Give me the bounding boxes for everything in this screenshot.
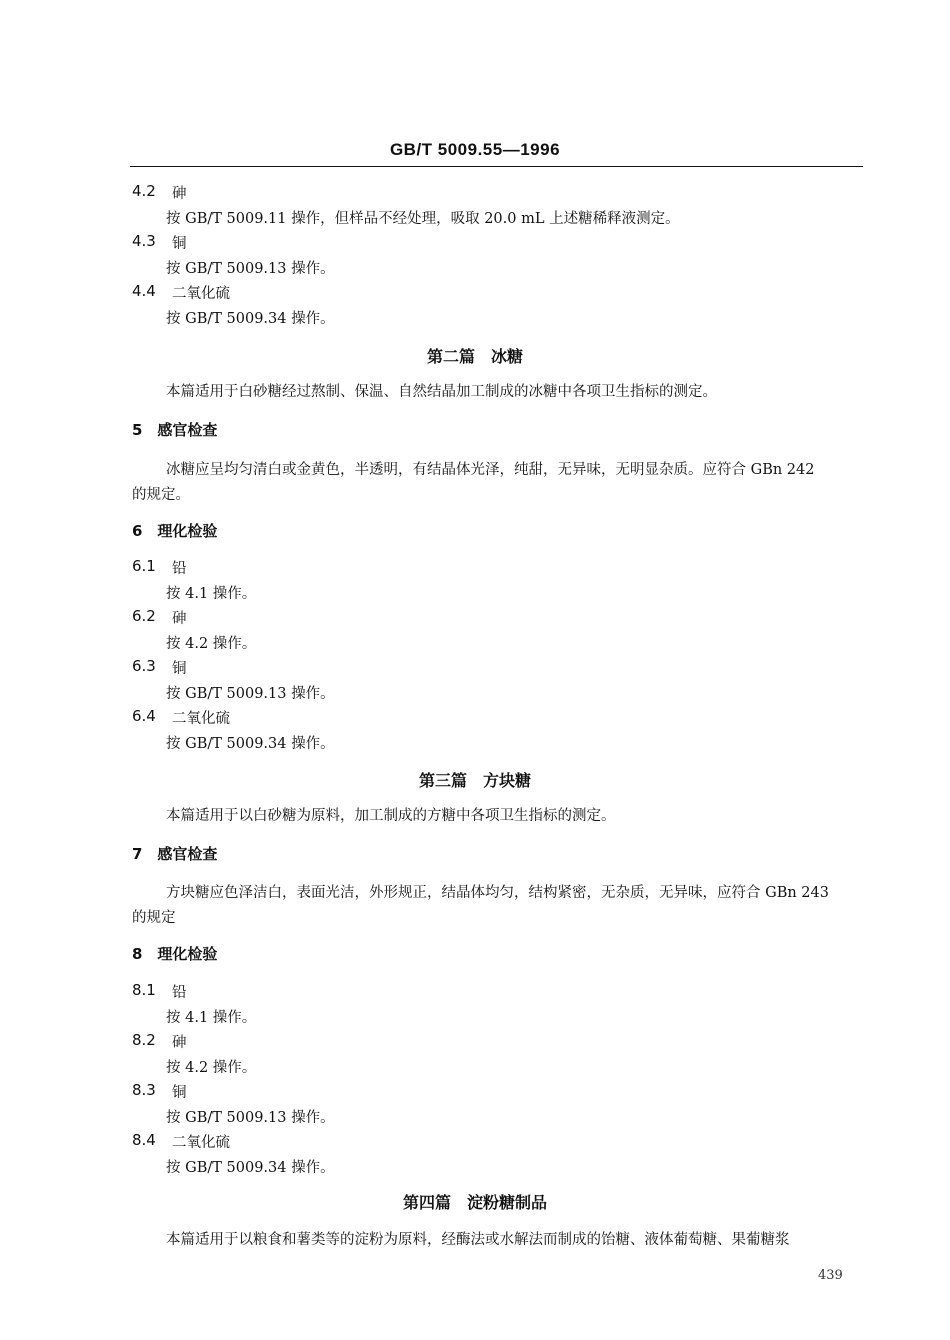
- section-title: 二氧化硫: [172, 1135, 230, 1151]
- section-title: 铅: [172, 985, 187, 1001]
- part-intro: 本篇适用于白砂糖经过熬制、保温、自然结晶加工制成的冰糖中各项卫生指标的测定。: [166, 384, 717, 400]
- section-title: 砷: [172, 1035, 187, 1051]
- section-number: 6.3: [132, 657, 156, 675]
- section-text: 的规定。: [132, 487, 190, 503]
- page-number: 439: [818, 1268, 843, 1283]
- section-text: 冰糖应呈均匀清白或金黄色，半透明，有结晶体光泽，纯甜，无异味，无明显杂质。应符合 GBn 242: [166, 462, 815, 478]
- section-text: 按 GB/T 5009.13 操作。: [166, 1110, 335, 1126]
- section-title: 铜: [172, 661, 187, 677]
- part-heading: 第二篇 冰糖: [426, 347, 523, 366]
- section-heading: 6 理化检验: [132, 522, 218, 540]
- section-text: 按 GB/T 5009.13 操作。: [166, 261, 335, 277]
- section-number: 4.2: [132, 182, 156, 200]
- section-number: 8.2: [132, 1031, 156, 1049]
- section-text: 按 GB/T 5009.13 操作。: [166, 686, 335, 702]
- section-heading: 8 理化检验: [132, 945, 218, 963]
- section-text: 的规定: [132, 910, 176, 926]
- section-title: 铅: [172, 561, 187, 577]
- section-title: 砷: [172, 611, 187, 627]
- part-intro: 本篇适用于以白砂糖为原料，加工制成的方糖中各项卫生指标的测定。: [166, 808, 616, 824]
- section-number: 8.1: [132, 981, 156, 999]
- section-text: 方块糖应色泽洁白，表面光洁，外形规正，结晶体均匀，结构紧密，无杂质，无异味，应符合 GBn 243: [166, 885, 829, 901]
- part-heading: 第三篇 方块糖: [418, 771, 531, 790]
- document-header: GB/T 5009.55—1996: [389, 140, 561, 159]
- section-text: 按 4.1 操作。: [166, 1010, 257, 1026]
- section-title: 砷: [172, 186, 187, 202]
- section-number: 4.3: [132, 232, 156, 250]
- section-title: 铜: [172, 236, 187, 252]
- part-heading: 第四篇 淀粉糖制品: [402, 1193, 547, 1212]
- section-number: 6.1: [132, 557, 156, 575]
- section-heading: 5 感官检查: [132, 421, 218, 439]
- section-title: 铜: [172, 1085, 187, 1101]
- section-number: 6.4: [132, 707, 156, 725]
- section-heading: 7 感官检查: [132, 845, 218, 863]
- section-number: 4.4: [132, 282, 156, 300]
- section-number: 8.3: [132, 1081, 156, 1099]
- section-text: 按 GB/T 5009.34 操作。: [166, 311, 335, 327]
- section-number: 8.4: [132, 1131, 156, 1149]
- section-text: 按 GB/T 5009.11 操作，但样品不经处理，吸取 20.0 mL 上述糖稀释液测定。: [166, 211, 680, 227]
- header-rule: [130, 166, 863, 167]
- part-intro: 本篇适用于以粮食和薯类等的淀粉为原料，经酶法或水解法而制成的饴糖、液体葡萄糖、果葡糖浆: [166, 1232, 790, 1248]
- section-text: 按 4.2 操作。: [166, 636, 257, 652]
- section-title: 二氧化硫: [172, 286, 230, 302]
- section-number: 6.2: [132, 607, 156, 625]
- section-text: 按 GB/T 5009.34 操作。: [166, 736, 335, 752]
- section-title: 二氧化硫: [172, 711, 230, 727]
- section-text: 按 GB/T 5009.34 操作。: [166, 1160, 335, 1176]
- section-text: 按 4.2 操作。: [166, 1060, 257, 1076]
- section-text: 按 4.1 操作。: [166, 586, 257, 602]
